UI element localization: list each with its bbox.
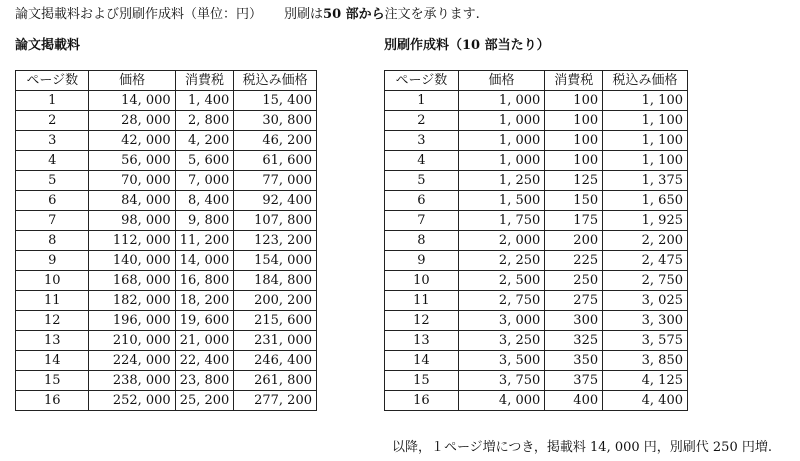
table-row <box>16 191 317 211</box>
cell-pages: 6 <box>16 191 89 211</box>
table-row <box>16 171 317 191</box>
cell-price: 2, 000 <box>458 231 544 251</box>
table-row <box>16 311 317 331</box>
cell-price: 2, 750 <box>458 291 544 311</box>
cell-price: 84, 000 <box>89 191 175 211</box>
column-header-price: 価格 <box>89 71 175 91</box>
cell-price: 1, 000 <box>458 131 544 151</box>
heading-note-prefix: 別刷は <box>284 7 324 22</box>
cell-price: 238, 000 <box>89 371 175 391</box>
cell-price: 3, 500 <box>458 351 544 371</box>
cell-price: 1, 000 <box>458 111 544 131</box>
column-header-tax: 消費税 <box>545 71 603 91</box>
cell-tax: 175 <box>545 211 603 231</box>
cell-price: 168, 000 <box>89 271 175 291</box>
cell-tax: 2, 800 <box>175 111 234 131</box>
cell-tax: 200 <box>545 231 603 251</box>
cell-total: 3, 025 <box>603 291 688 311</box>
cell-tax: 18, 200 <box>175 291 234 311</box>
cell-tax: 400 <box>545 391 603 411</box>
column-header-pages: ページ数 <box>385 71 459 91</box>
cell-tax: 19, 600 <box>175 311 234 331</box>
cell-tax: 100 <box>545 91 603 111</box>
cell-total: 1, 100 <box>603 131 688 151</box>
cell-total: 1, 100 <box>603 91 688 111</box>
cell-tax: 225 <box>545 251 603 271</box>
table-row <box>385 111 688 131</box>
cell-pages: 13 <box>16 331 89 351</box>
cell-total: 3, 575 <box>603 331 688 351</box>
cell-tax: 9, 800 <box>175 211 234 231</box>
table-row <box>16 131 317 151</box>
cell-pages: 2 <box>385 111 459 131</box>
cell-tax: 23, 800 <box>175 371 234 391</box>
offprint-fee-table <box>384 70 688 411</box>
cell-price: 3, 000 <box>458 311 544 331</box>
cell-pages: 10 <box>385 271 459 291</box>
cell-price: 210, 000 <box>89 331 175 351</box>
table-row <box>16 251 317 271</box>
cell-price: 98, 000 <box>89 211 175 231</box>
cell-price: 70, 000 <box>89 171 175 191</box>
table-header-row <box>16 71 317 91</box>
table-row <box>385 271 688 291</box>
cell-tax: 100 <box>545 111 603 131</box>
cell-tax: 4, 200 <box>175 131 234 151</box>
cell-tax: 16, 800 <box>175 271 234 291</box>
table-row <box>385 151 688 171</box>
table-row <box>16 331 317 351</box>
cell-pages: 12 <box>385 311 459 331</box>
cell-total: 123, 200 <box>234 231 317 251</box>
cell-tax: 1, 400 <box>175 91 234 111</box>
cell-pages: 9 <box>385 251 459 271</box>
cell-total: 15, 400 <box>234 91 317 111</box>
table-row <box>385 191 688 211</box>
table-row <box>385 291 688 311</box>
cell-pages: 15 <box>16 371 89 391</box>
cell-price: 28, 000 <box>89 111 175 131</box>
cell-price: 14, 000 <box>89 91 175 111</box>
cell-total: 200, 200 <box>234 291 317 311</box>
cell-total: 1, 650 <box>603 191 688 211</box>
cell-price: 1, 000 <box>458 91 544 111</box>
cell-pages: 11 <box>16 291 89 311</box>
cell-pages: 7 <box>385 211 459 231</box>
cell-tax: 5, 600 <box>175 151 234 171</box>
cell-pages: 12 <box>16 311 89 331</box>
cell-tax: 250 <box>545 271 603 291</box>
cell-total: 1, 100 <box>603 151 688 171</box>
cell-price: 1, 000 <box>458 151 544 171</box>
footnote: 以降，１ページ増につき，掲載料 14, 000 円，別刷代 250 円増. <box>391 440 772 455</box>
table-row <box>16 231 317 251</box>
cell-total: 231, 000 <box>234 331 317 351</box>
cell-total: 154, 000 <box>234 251 317 271</box>
cell-pages: 10 <box>16 271 89 291</box>
cell-total: 246, 400 <box>234 351 317 371</box>
cell-price: 4, 000 <box>458 391 544 411</box>
cell-price: 140, 000 <box>89 251 175 271</box>
table-row <box>16 351 317 371</box>
table-row <box>16 371 317 391</box>
publication-fee-title: 論文掲載料 <box>15 38 81 53</box>
table-row <box>385 211 688 231</box>
table-row <box>385 391 688 411</box>
cell-price: 3, 750 <box>458 371 544 391</box>
page-heading <box>15 7 480 23</box>
cell-pages: 4 <box>16 151 89 171</box>
table-row <box>385 171 688 191</box>
cell-total: 46, 200 <box>234 131 317 151</box>
cell-total: 2, 200 <box>603 231 688 251</box>
cell-pages: 15 <box>385 371 459 391</box>
cell-price: 42, 000 <box>89 131 175 151</box>
cell-pages: 9 <box>16 251 89 271</box>
cell-total: 2, 475 <box>603 251 688 271</box>
cell-total: 2, 750 <box>603 271 688 291</box>
cell-total: 61, 600 <box>234 151 317 171</box>
cell-tax: 14, 000 <box>175 251 234 271</box>
cell-price: 182, 000 <box>89 291 175 311</box>
cell-tax: 300 <box>545 311 603 331</box>
table-row <box>16 111 317 131</box>
cell-total: 1, 375 <box>603 171 688 191</box>
cell-total: 261, 800 <box>234 371 317 391</box>
column-header-price: 価格 <box>458 71 544 91</box>
cell-tax: 350 <box>545 351 603 371</box>
table-row <box>385 331 688 351</box>
table-header-row <box>385 71 688 91</box>
column-header-pages: ページ数 <box>16 71 89 91</box>
cell-total: 1, 925 <box>603 211 688 231</box>
table-row <box>385 131 688 151</box>
cell-total: 1, 100 <box>603 111 688 131</box>
cell-tax: 375 <box>545 371 603 391</box>
table-row <box>16 291 317 311</box>
cell-total: 107, 800 <box>234 211 317 231</box>
cell-price: 56, 000 <box>89 151 175 171</box>
cell-total: 4, 125 <box>603 371 688 391</box>
cell-pages: 4 <box>385 151 459 171</box>
cell-pages: 1 <box>385 91 459 111</box>
cell-tax: 21, 000 <box>175 331 234 351</box>
cell-tax: 125 <box>545 171 603 191</box>
heading-note-suffix: 注文を承ります. <box>384 7 480 22</box>
cell-pages: 7 <box>16 211 89 231</box>
cell-tax: 8, 400 <box>175 191 234 211</box>
cell-pages: 3 <box>385 131 459 151</box>
cell-price: 1, 500 <box>458 191 544 211</box>
cell-total: 4, 400 <box>603 391 688 411</box>
cell-price: 112, 000 <box>89 231 175 251</box>
column-header-total: 税込み価格 <box>603 71 688 91</box>
cell-tax: 100 <box>545 151 603 171</box>
heading-note-minimum: 50 部から <box>323 7 385 22</box>
cell-total: 3, 850 <box>603 351 688 371</box>
cell-pages: 1 <box>16 91 89 111</box>
cell-total: 3, 300 <box>603 311 688 331</box>
table-row <box>385 91 688 111</box>
cell-tax: 22, 400 <box>175 351 234 371</box>
cell-pages: 5 <box>16 171 89 191</box>
cell-total: 215, 600 <box>234 311 317 331</box>
cell-pages: 16 <box>385 391 459 411</box>
cell-price: 2, 250 <box>458 251 544 271</box>
cell-price: 196, 000 <box>89 311 175 331</box>
column-header-tax: 消費税 <box>175 71 234 91</box>
cell-pages: 2 <box>16 111 89 131</box>
offprint-fee-title: 別刷作成料（10 部当たり） <box>384 38 550 53</box>
cell-total: 92, 400 <box>234 191 317 211</box>
table-row <box>16 151 317 171</box>
cell-pages: 3 <box>16 131 89 151</box>
table-row <box>16 211 317 231</box>
cell-price: 2, 500 <box>458 271 544 291</box>
cell-total: 30, 800 <box>234 111 317 131</box>
cell-price: 252, 000 <box>89 391 175 411</box>
cell-pages: 13 <box>385 331 459 351</box>
cell-tax: 7, 000 <box>175 171 234 191</box>
table-row <box>385 351 688 371</box>
publication-fee-table <box>15 70 317 411</box>
table-row <box>385 371 688 391</box>
table-row <box>16 91 317 111</box>
cell-total: 277, 200 <box>234 391 317 411</box>
cell-price: 1, 750 <box>458 211 544 231</box>
cell-total: 77, 000 <box>234 171 317 191</box>
cell-pages: 8 <box>385 231 459 251</box>
cell-price: 3, 250 <box>458 331 544 351</box>
table-row <box>385 251 688 271</box>
cell-price: 1, 250 <box>458 171 544 191</box>
cell-tax: 100 <box>545 131 603 151</box>
cell-tax: 25, 200 <box>175 391 234 411</box>
cell-total: 184, 800 <box>234 271 317 291</box>
column-header-total: 税込み価格 <box>234 71 317 91</box>
cell-tax: 11, 200 <box>175 231 234 251</box>
cell-tax: 275 <box>545 291 603 311</box>
cell-pages: 14 <box>16 351 89 371</box>
cell-tax: 325 <box>545 331 603 351</box>
table-row <box>16 271 317 291</box>
cell-pages: 5 <box>385 171 459 191</box>
cell-pages: 16 <box>16 391 89 411</box>
cell-pages: 11 <box>385 291 459 311</box>
cell-tax: 150 <box>545 191 603 211</box>
cell-pages: 14 <box>385 351 459 371</box>
cell-pages: 6 <box>385 191 459 211</box>
cell-pages: 8 <box>16 231 89 251</box>
cell-price: 224, 000 <box>89 351 175 371</box>
table-row <box>385 311 688 331</box>
heading-title: 論文掲載料および別刷作成料（単位：円） <box>15 7 263 22</box>
table-row <box>16 391 317 411</box>
table-row <box>385 231 688 251</box>
